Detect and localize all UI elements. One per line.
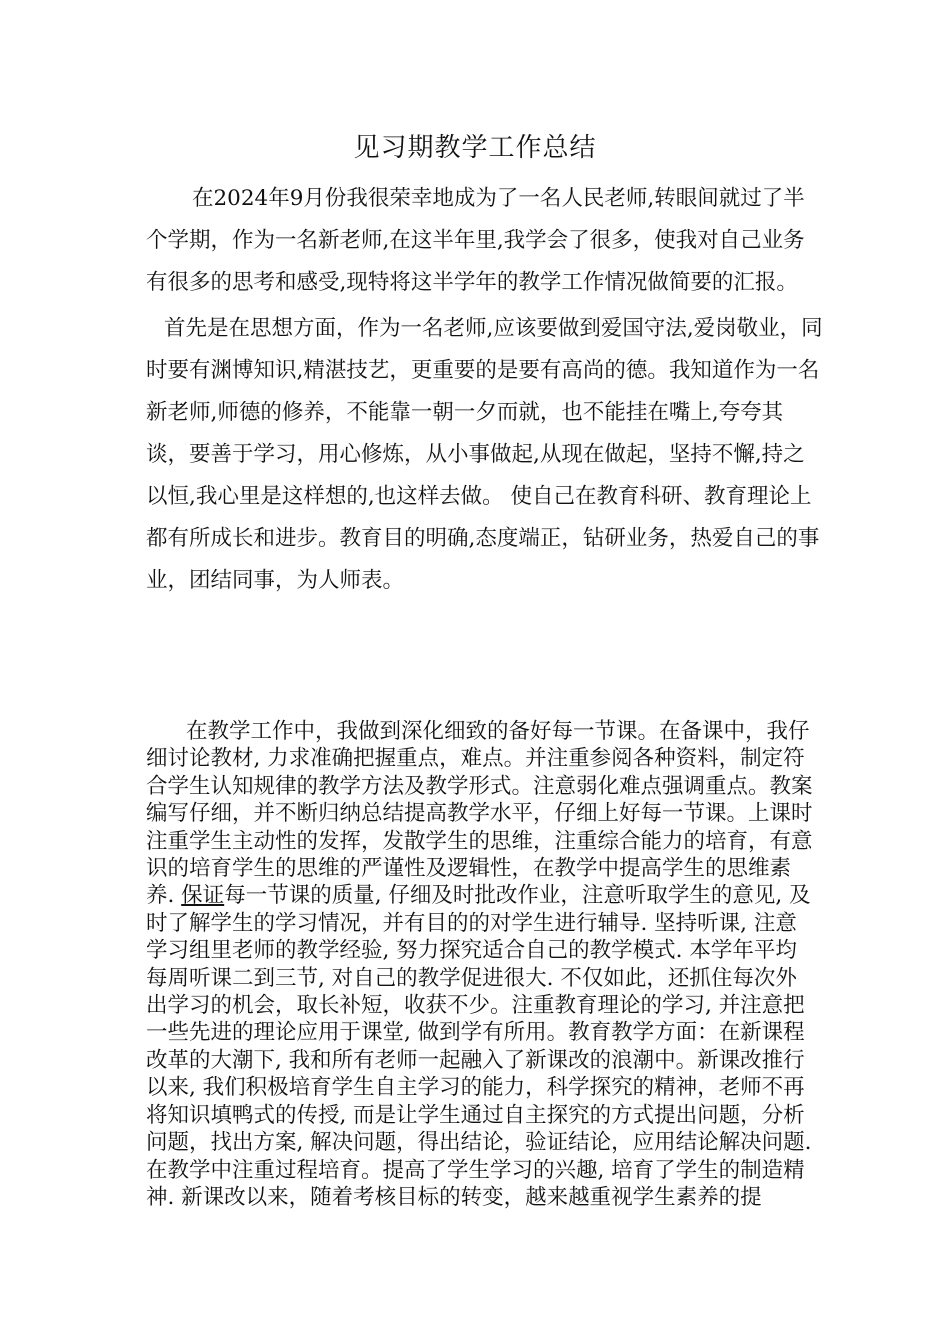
document-title: 见习期教学工作总结 — [353, 133, 597, 163]
paragraph-teaching-part-2: 每一节课的质量, 仔细及时批改作业，注意听取学生的意见, 及时了解学生的学习情况，并有目的的对学生进行辅导. 坚持听课, 注意学习组里老师的教学经验, 努力探究适合自己的教学模式. 本学年平均每周听课二到三节, 对自己的教学促进很大. 不仅如此，还抓住每次外出学习的机会，取长补短，收获不少。注重教育理论的学习, 并注意把一些先进的理论应用于课堂, 做到学有所用。教育教学方面：在新课程改革的大潮下, 我和所有老师一起融入了新课改的浪潮中。新课改推行以来, 我们积极培育学生自主学习的能力，科学探究的精神，老师不再将知识填鸭式的传授, 而是让学生通过自主探究的方式提出问题，分析问题，找出方案, 解决问题，得出结论，验证结论，应用结论解决问题. 在教学中注重过程培育。提高了学生学习的兴趣, 培育了学生的制造精神. 新课改以来，随着考核目标的转变，越来越重视学生素养的提 — [146, 883, 812, 1210]
underlined-word: 保证 — [181, 883, 225, 909]
paragraph-ideology: 首先是在思想方面，作为一名老师,应该要做到爱国守法,爱岗敬业，同时要有渊博知识,精湛技艺，更重要的是要有高尚的德。我知道作为一名新老师,师德的修养，不能靠一朝一夕而就，也不能挂在嘴上,夸夸其谈，要善于学习，用心修炼，从小事做起,从现在做起，坚持不懈,持之以恒,我心里是这样想的,也这样去做。 使自己在教育科研、教育理论上都有所成长和进步。教育目的明确,态度端正，钻研业务，热爱自己的事业，团结同事，为人师表。 — [146, 316, 823, 593]
body-section-top — [146, 178, 826, 602]
paragraph-teaching — [146, 718, 818, 1211]
paragraph-teaching-part-1: 在教学工作中，我做到深化细致的备好每一节课。在备课中，我仔细讨论教材, 力求准确把握重点，难点。并注重参阅各种资料，制定符合学生认知规律的教学方法及教学形式。注意弱化难点强调重点。教案编写仔细，并不断归纳总结提高教学水平，仔细上好每一节课。上课时注重学生主动性的发挥，发散学生的思维，注重综合能力的培育，有意识的培育学生的思维的严谨性及逻辑性，在教学中提高学生的思维素养. — [146, 719, 813, 909]
paragraph-intro: 在2024年9月份我很荣幸地成为了一名人民老师,转眼间就过了半个学期，作为一名新老师,在这半年里,我学会了很多，使我对自己业务有很多的思考和感受,现特将这半学年的教学工作情况做简要的汇报。 — [146, 186, 805, 295]
body-section-bottom — [146, 718, 818, 1211]
